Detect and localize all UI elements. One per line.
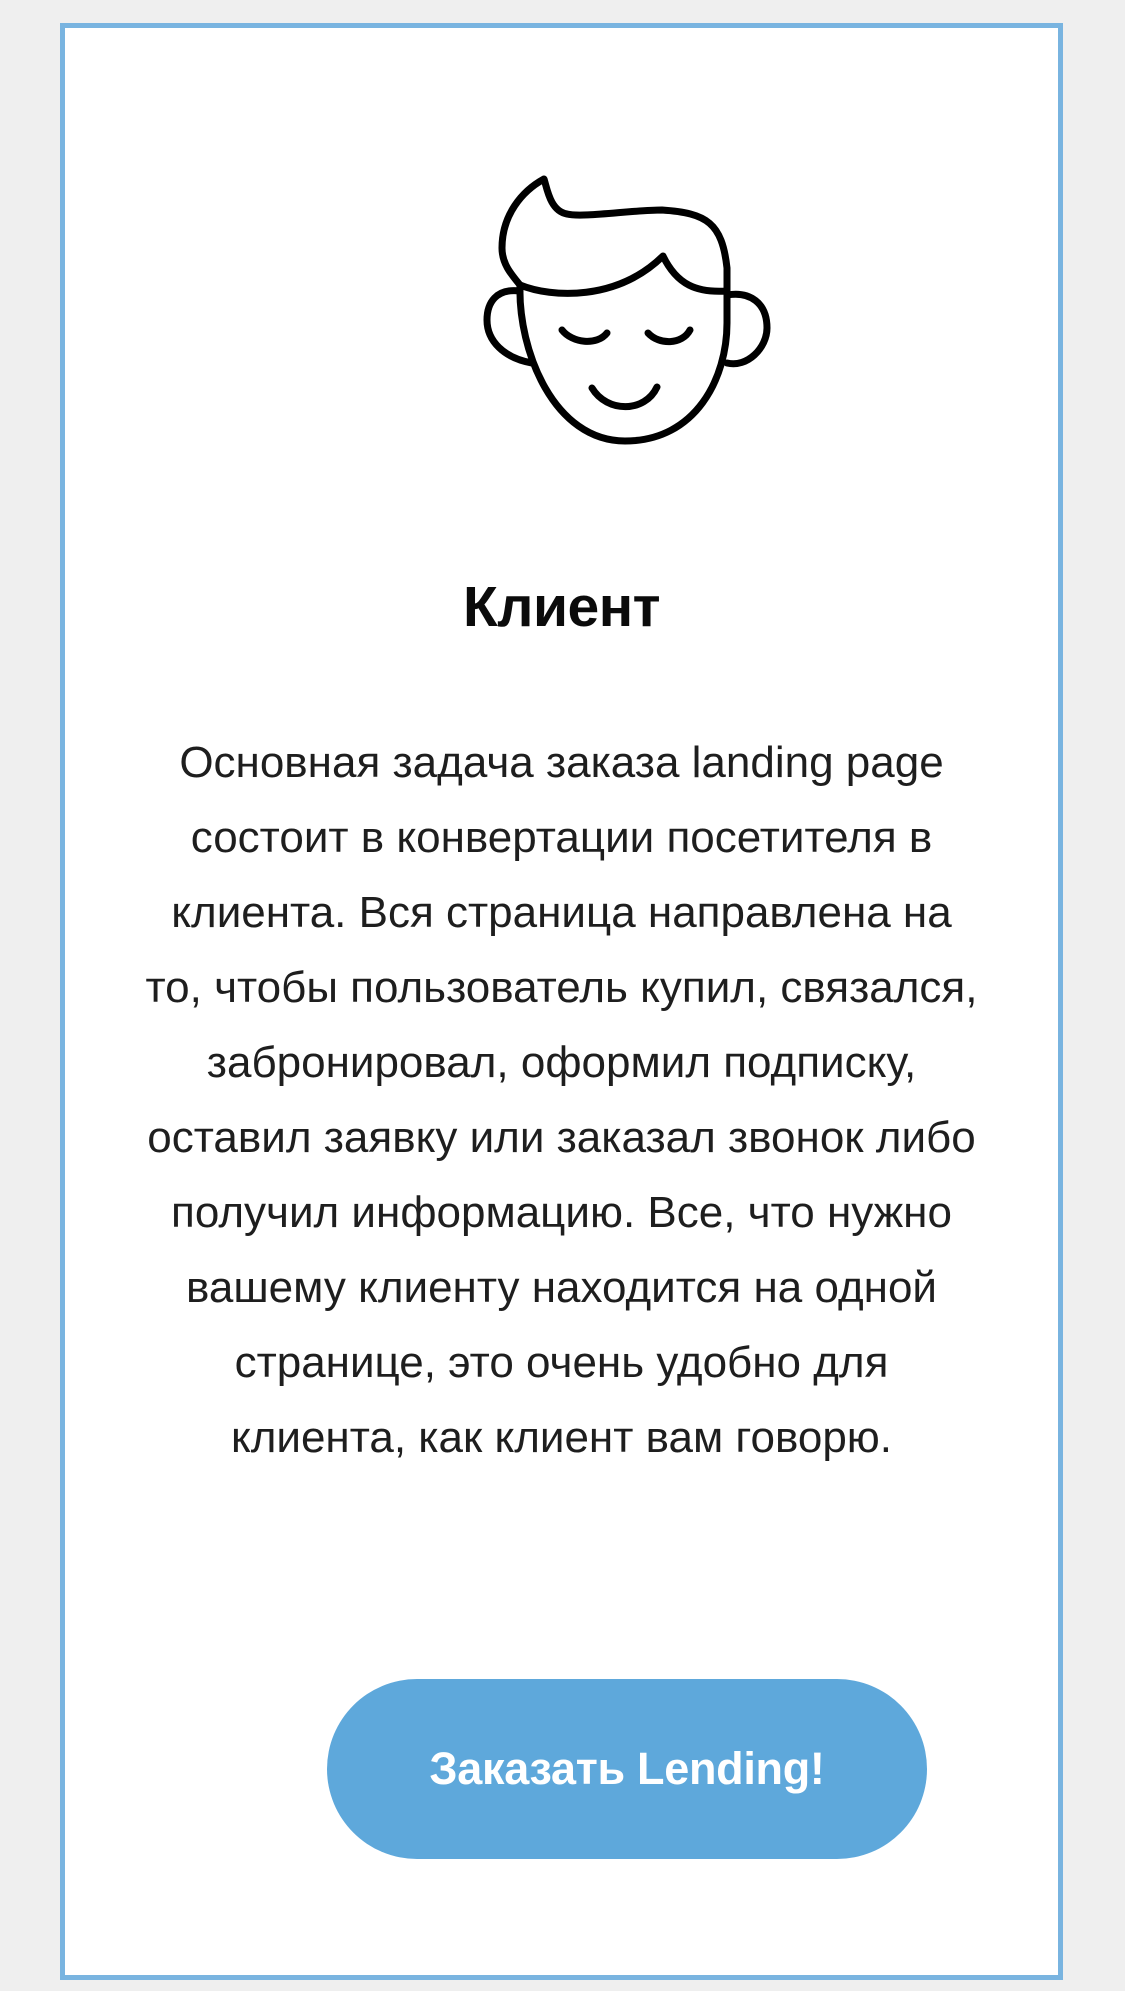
order-landing-button[interactable]: Заказать Lending! — [327, 1679, 927, 1859]
card-description: Основная задача заказа landing page состоит в конвертации посетителя в клиента. Вся страница направлена на то, чтобы пользователь купил, связался, забронировал, оформил подписку, оставил заявку или заказал звонок либо получил информацию. Все, что нужно вашему клиенту находится на одной странице, это очень удобно для клиента, как клиент вам говорю. — [145, 738, 978, 1462]
smiling-boy-face-icon — [482, 173, 772, 448]
card-title: Клиент — [462, 575, 661, 639]
client-card — [60, 23, 1063, 1980]
